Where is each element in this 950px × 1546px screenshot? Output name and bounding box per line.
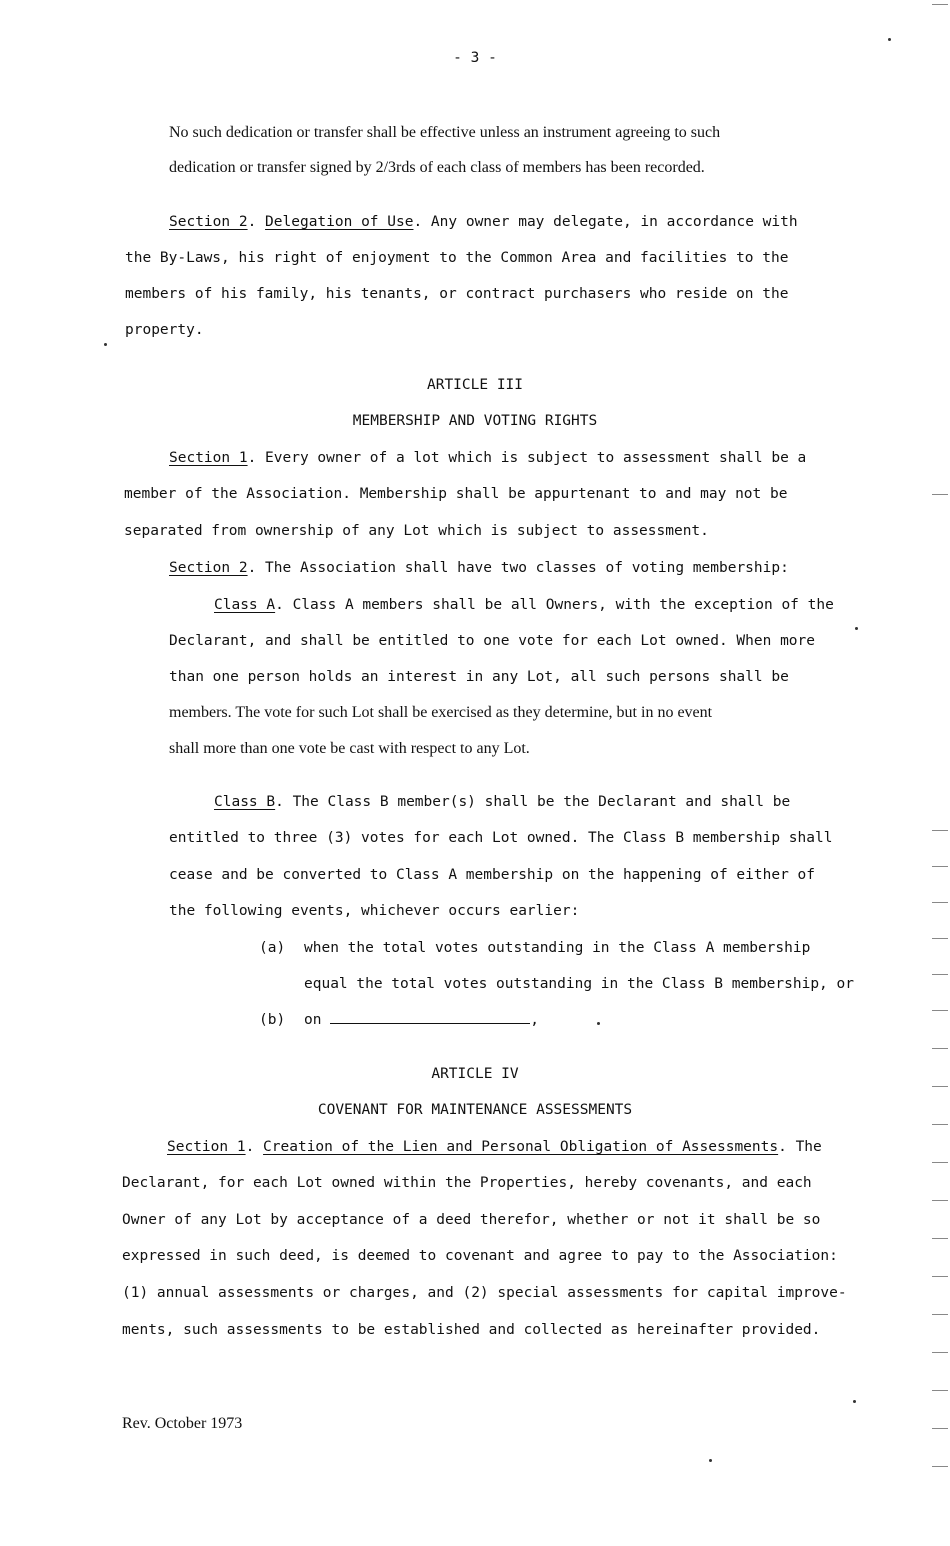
scan-mark bbox=[932, 4, 948, 5]
membership-line-1-text: Every owner of a lot which is subject to assessment shall be a bbox=[265, 450, 807, 466]
scan-mark bbox=[932, 1048, 948, 1049]
class-b-label: Class B bbox=[214, 794, 276, 810]
intro-line-2: dedication or transfer signed by 2/3rds of each class of members has been recorded. bbox=[169, 159, 705, 176]
section-label: Section 1 bbox=[167, 1139, 246, 1155]
scan-mark bbox=[932, 1200, 948, 1201]
class-a-line-1-text: Class A members shall be all Owners, with the exception of the bbox=[292, 597, 834, 613]
class-b-line-1-text: The Class B member(s) shall be the Declarant and shall be bbox=[292, 794, 791, 810]
scan-mark bbox=[932, 1124, 948, 1125]
item-a-marker: (a) bbox=[259, 940, 286, 956]
scan-mark bbox=[932, 938, 948, 939]
item-b-text: on bbox=[304, 1012, 322, 1028]
membership-line-1: Section 1. Every owner of a lot which is subject to assessment shall be a bbox=[169, 450, 807, 466]
scan-mark bbox=[932, 974, 948, 975]
membership-line-3: separated from ownership of any Lot which is subject to assessment. bbox=[124, 523, 709, 539]
class-a-label: Class A bbox=[214, 597, 276, 613]
section-title: Creation of the Lien and Personal Obligation of Assessments bbox=[263, 1139, 779, 1155]
item-b-marker: (b) bbox=[259, 1012, 286, 1028]
scan-mark bbox=[932, 1390, 948, 1391]
section-label: Section 2 bbox=[169, 560, 248, 576]
scan-mark bbox=[932, 494, 948, 495]
section-label: Section 1 bbox=[169, 450, 248, 466]
class-b-line-1: Class B. The Class B member(s) shall be the Declarant and shall be bbox=[214, 794, 791, 810]
article-4-title: COVENANT FOR MAINTENANCE ASSESSMENTS bbox=[317, 1102, 633, 1118]
section-title: Delegation of Use bbox=[265, 214, 414, 230]
assessment-line-3: Owner of any Lot by acceptance of a deed therefor, whether or not it shall be so bbox=[122, 1212, 821, 1228]
scan-speck bbox=[597, 1022, 600, 1025]
section-label: Section 2 bbox=[169, 214, 248, 230]
voting-classes-text: The Association shall have two classes of voting membership: bbox=[265, 560, 789, 576]
delegation-line-1-text: Any owner may delegate, in accordance with bbox=[430, 214, 798, 230]
class-b-line-2: entitled to three (3) votes for each Lot owned. The Class B membership shall bbox=[169, 830, 833, 846]
class-a-line-2: Declarant, and shall be entitled to one vote for each Lot owned. When more bbox=[169, 633, 816, 649]
class-a-line-3: than one person holds an interest in any Lot, all such persons shall be bbox=[169, 669, 789, 685]
assessment-line-2: Declarant, for each Lot owned within the Properties, hereby covenants, and each bbox=[122, 1175, 812, 1191]
voting-classes-line: Section 2. The Association shall have two classes of voting membership: bbox=[169, 560, 789, 576]
class-a-line-4: members. The vote for such Lot shall be exercised as they determine, but in no event bbox=[169, 704, 713, 721]
scan-speck bbox=[104, 343, 107, 346]
assessment-line-1-text: The bbox=[795, 1139, 822, 1155]
assessment-line-6: ments, such assessments to be established and collected as hereinafter provided. bbox=[122, 1322, 821, 1338]
scan-mark bbox=[932, 1466, 948, 1467]
article-4-heading: ARTICLE IV bbox=[431, 1066, 519, 1082]
scan-mark bbox=[932, 1276, 948, 1277]
scan-mark bbox=[932, 830, 948, 831]
item-a-line-1: when the total votes outstanding in the Class A membership bbox=[304, 940, 811, 956]
scan-speck bbox=[855, 627, 858, 630]
scan-speck bbox=[853, 1400, 856, 1403]
delegation-line-2: the By-Laws, his right of enjoyment to the Common Area and facilities to the bbox=[125, 250, 789, 266]
delegation-line-1: Section 2. Delegation of Use. Any owner may delegate, in accordance with bbox=[169, 214, 798, 230]
delegation-line-4: property. bbox=[125, 322, 204, 338]
scan-mark bbox=[932, 1010, 948, 1011]
scan-speck bbox=[709, 1459, 712, 1462]
assessment-line-1: Section 1. Creation of the Lien and Personal Obligation of Assessments. The bbox=[167, 1139, 822, 1155]
item-b-trail: , bbox=[530, 1012, 539, 1028]
intro-line-1: No such dedication or transfer shall be effective unless an instrument agreeing to such bbox=[169, 124, 721, 141]
scan-mark bbox=[932, 866, 948, 867]
scan-mark bbox=[932, 1238, 948, 1239]
class-a-line-5: shall more than one vote be cast with respect to any Lot. bbox=[169, 740, 530, 757]
item-b-line bbox=[304, 1010, 539, 1030]
page-number: - 3 - bbox=[453, 50, 497, 66]
class-b-line-4: the following events, whichever occurs earlier: bbox=[169, 903, 580, 919]
article-3-heading: ARTICLE III bbox=[426, 377, 524, 393]
class-b-line-3: cease and be converted to Class A membership on the happening of either of bbox=[169, 867, 816, 883]
membership-line-2: member of the Association. Membership shall be appurtenant to and may not be bbox=[124, 486, 788, 502]
article-3-title: MEMBERSHIP AND VOTING RIGHTS bbox=[352, 413, 598, 429]
scan-mark bbox=[932, 1428, 948, 1429]
scan-mark bbox=[932, 1086, 948, 1087]
scan-mark bbox=[932, 1352, 948, 1353]
class-a-line-1: Class A. Class A members shall be all Owners, with the exception of the bbox=[214, 597, 834, 613]
date-blank-line bbox=[330, 1011, 530, 1024]
revision-footer: Rev. October 1973 bbox=[122, 1415, 243, 1432]
scan-mark bbox=[932, 902, 948, 903]
assessment-line-4: expressed in such deed, is deemed to covenant and agree to pay to the Association: bbox=[122, 1248, 838, 1264]
assessment-line-5: (1) annual assessments or charges, and (2) special assessments for capital improve- bbox=[122, 1285, 847, 1301]
scan-speck bbox=[888, 38, 891, 41]
delegation-line-3: members of his family, his tenants, or contract purchasers who reside on the bbox=[125, 286, 789, 302]
item-a-line-2: equal the total votes outstanding in the Class B membership, or bbox=[304, 976, 854, 992]
scan-mark bbox=[932, 1162, 948, 1163]
scan-mark bbox=[932, 1314, 948, 1315]
